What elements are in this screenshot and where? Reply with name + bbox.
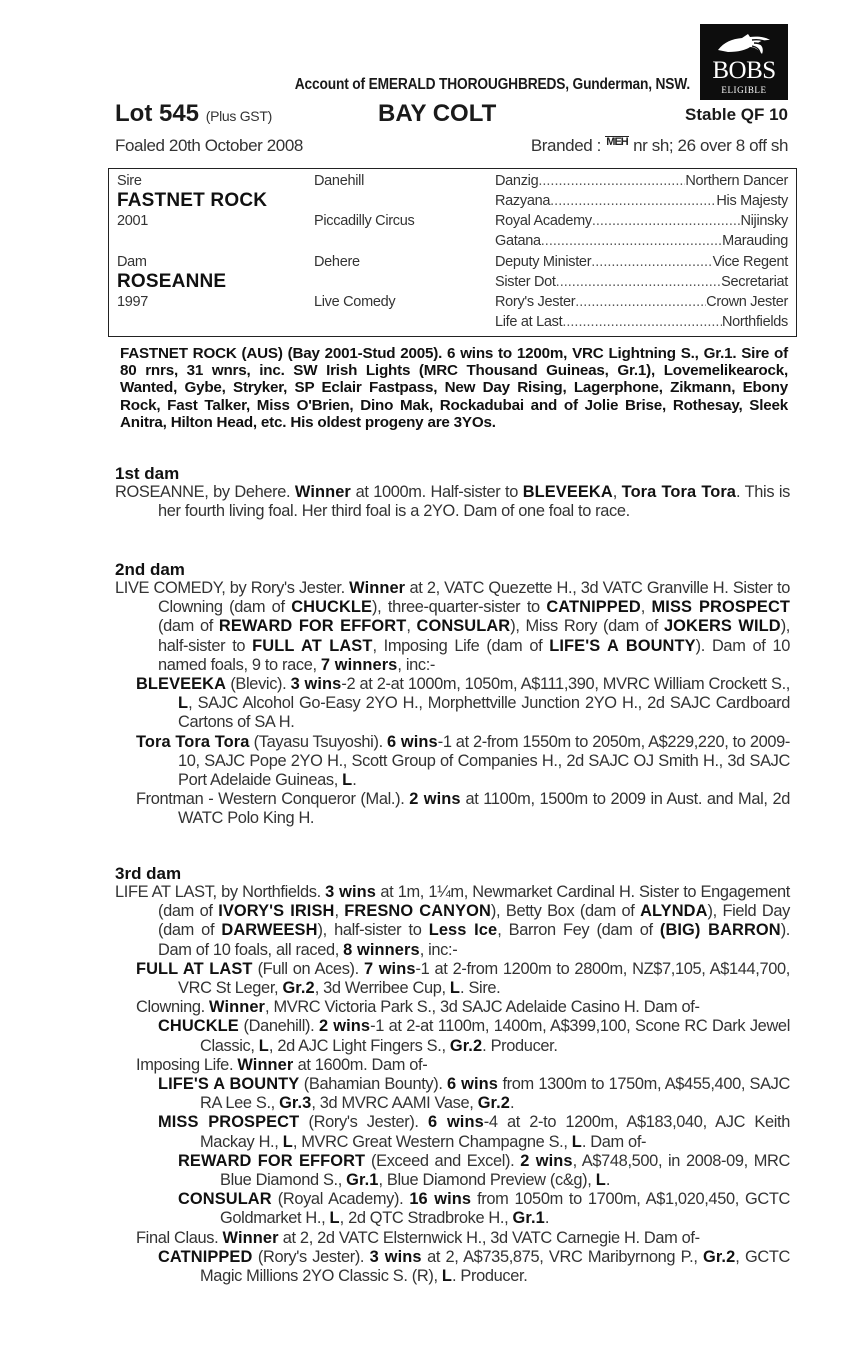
highlight-text: FULL AT LAST — [252, 636, 373, 655]
entry-text: , Blue Diamond Preview (c&g), — [378, 1171, 596, 1190]
highlight-text: Gr.2 — [449, 1036, 483, 1055]
entry-text: -4 at 2-to 1200m, A$183,040, AJC Keith Mackay H., — [200, 1113, 791, 1151]
highlight-text: IVORY'S IRISH — [218, 902, 335, 921]
entry-text: Frontman - Western Conqueror (Mal.). — [136, 790, 410, 809]
foaled-date: Foaled 20th October 2008 — [115, 136, 303, 155]
dam-name: ROSEANNE — [117, 271, 227, 292]
highlight-text: 7 wins — [363, 959, 416, 978]
lot-gst-note: (Plus GST) — [205, 108, 272, 124]
sire-summary: FASTNET ROCK (AUS) (Bay 2001-Stud 2005). 6 wins to 1200m, VRC Lightning S., Gr.1. Sire of 80 rnrs, 31 wnrs, inc. SW Irish Lights (MRC Thousand Guineas, Gr.1), Lovemelikearock, Wanted, Gybe, Stryker, SP Eclair Fastpass, New Day Rising, Lagerphone, Zikmann, Ebony Rock, Fast Talker, Miss O'Brien, Dino Mak, Rockadubai and of Jolie Brise, Rothesay, Sleek Anitra, Hilton Head, etc. His oldest progeny are 3YOs. — [120, 345, 788, 431]
sire-year: 2001 — [117, 213, 149, 229]
gg-name: Gatana — [495, 233, 541, 249]
highlight-text: L — [258, 1036, 269, 1055]
third-dam-section — [115, 864, 790, 1286]
entry-text: -2 at 2-at 1000m, 1050m, A$111,390, MVRC William Crockett S., — [341, 675, 790, 694]
entry-text: (Blevic). — [226, 675, 291, 694]
highlight-text: L — [178, 694, 189, 713]
entry-text: at 2, VATC Quezette H., 3d VATC Granville H. Sister to Clowning (dam of — [158, 579, 790, 617]
entry-text: . — [544, 1209, 550, 1228]
entry-text: . — [510, 1094, 515, 1113]
entry-text: . Producer. — [451, 1267, 528, 1286]
gg-sire: Vice Regent — [712, 254, 788, 270]
section-entries — [115, 883, 790, 1286]
entry-text: . Producer. — [482, 1036, 558, 1055]
entry-text: at 1600m. Dam of- — [293, 1055, 428, 1074]
entry-text: . — [352, 771, 357, 790]
performance-entry — [115, 998, 790, 1017]
gg-name: Razyana — [495, 193, 551, 209]
entry-text: (Full on Aces). — [252, 959, 364, 978]
performance-entry — [115, 675, 790, 733]
entry-text: , — [612, 483, 622, 501]
highlight-text: L — [571, 1132, 582, 1151]
entry-text: , — [640, 598, 652, 617]
brand-mark-icon: MEH — [606, 136, 628, 148]
section-title: 2nd dam — [115, 560, 185, 579]
leader-dots — [575, 292, 706, 312]
great-grandparent-row — [495, 171, 788, 191]
highlight-text: Gr.2 — [282, 979, 315, 998]
entry-text: at 1100m, 1500m to 2009 in Aust. and Mal, 2d WATC Polo King H. — [178, 790, 790, 828]
highlight-text: Gr.3 — [279, 1094, 312, 1113]
great-grandparent-row — [495, 292, 788, 312]
great-grandparent-row — [495, 211, 788, 231]
logo-text-eligible: ELIGIBLE — [721, 85, 767, 95]
highlight-text: REWARD FOR EFFORT — [218, 617, 407, 636]
highlight-text: CATNIPPED — [158, 1247, 253, 1266]
gg-name: Royal Academy — [495, 213, 592, 229]
section-entries — [115, 579, 790, 829]
granddam-maternal: Live Comedy — [314, 294, 396, 310]
great-grandparent-row — [495, 231, 788, 251]
dam-year: 1997 — [117, 294, 149, 310]
gg-name: Sister Dot — [495, 274, 556, 290]
performance-entry — [115, 579, 790, 675]
grandsire-maternal: Dehere — [314, 254, 360, 270]
highlight-text: L — [342, 771, 353, 790]
entry-text: (Danehill). — [238, 1017, 319, 1036]
performance-entry — [115, 1056, 790, 1075]
entry-text: from 1300m to 1750m, A$455,400, SAJC RA Lee S., — [200, 1075, 791, 1113]
highlight-text: Gr.1 — [346, 1171, 379, 1190]
horse-description: BAY COLT — [378, 100, 497, 127]
entry-text: ), Field Day (dam of — [158, 902, 790, 940]
horse-head-icon — [714, 30, 774, 58]
entry-text: (Bahamian Bounty). — [299, 1075, 448, 1094]
entry-text: ). Dam of 10 foals, all raced, — [158, 921, 790, 959]
entry-text: at 2, A$735,875, VRC Maribyrnong P., — [421, 1247, 703, 1266]
highlight-text: LIFE'S A BOUNTY — [158, 1075, 300, 1094]
great-grandparent-row — [495, 312, 788, 332]
highlight-text: FULL AT LAST — [136, 959, 253, 978]
dam-label: Dam — [117, 254, 147, 270]
highlight-text: 16 wins — [409, 1190, 472, 1209]
entry-text: , 2d QTC Stradbroke H., — [339, 1209, 513, 1228]
great-grandparent-row — [495, 252, 788, 272]
gg-name: Life at Last — [495, 314, 563, 330]
entry-text: , inc:- — [397, 655, 436, 674]
sire-name: FASTNET ROCK — [117, 190, 268, 211]
gg-sire: Marauding — [722, 233, 788, 249]
section-entries — [115, 483, 790, 521]
entry-text: ), half-sister to — [158, 617, 790, 655]
entry-text: ROSEANNE, by Dehere. — [115, 483, 295, 501]
highlight-text: Tora Tora Tora — [136, 732, 250, 751]
performance-entry — [115, 1248, 790, 1286]
performance-entry — [115, 483, 790, 521]
highlight-text: Winner — [222, 1228, 279, 1247]
entry-text: . Dam of- — [581, 1132, 647, 1151]
highlight-text: Gr.2 — [477, 1094, 510, 1113]
highlight-text: Gr.2 — [703, 1247, 736, 1266]
leader-dots — [541, 231, 722, 251]
entry-text: -1 at 2-from 1550m to 2050m, A$229,220, to 2009-10, SAJC Pope 2YO H., Scott Group of Companies H., 2d SAJC OJ Smith H., 3d SAJC Port Adelaide Guineas, — [178, 732, 790, 790]
performance-entry — [115, 1017, 790, 1055]
gg-name: Deputy Minister — [495, 254, 592, 270]
entry-text: , 2d AJC Light Fingers S., — [268, 1036, 450, 1055]
lot-label: Lot 545 — [115, 100, 200, 127]
granddam-paternal: Piccadilly Circus — [314, 213, 415, 229]
highlight-text: ALYNDA — [640, 902, 708, 921]
performance-entry — [115, 1152, 790, 1190]
highlight-text: CONSULAR — [178, 1190, 272, 1209]
entry-text: , inc:- — [419, 940, 458, 959]
leader-dots — [556, 272, 722, 292]
highlight-text: LIFE'S A BOUNTY — [549, 636, 696, 655]
entry-text: -1 at 2-from 1200m to 2800m, NZ$7,105, A$144,700, VRC St Leger, — [178, 959, 791, 998]
entry-text: , MVRC Victoria Park S., 3d SAJC Adelaide Casino H. Dam of- — [265, 998, 700, 1017]
entry-text: -1 at 2-at 1100m, 1400m, A$399,100, Scone RC Dark Jewel Classic, — [200, 1017, 790, 1055]
highlight-text: Tora Tora Tora — [621, 483, 737, 501]
highlight-text: Gr.1 — [512, 1209, 545, 1228]
performance-entry — [115, 883, 790, 960]
entry-text: LIFE AT LAST, by Northfields. — [115, 883, 326, 901]
leader-dots — [592, 211, 741, 231]
highlight-text: DARWEESH — [221, 921, 318, 940]
highlight-text: 2 wins — [409, 790, 461, 809]
highlight-text: BLEVEEKA — [522, 483, 613, 501]
highlight-text: L — [449, 979, 461, 998]
highlight-text: REWARD FOR EFFORT — [178, 1151, 366, 1170]
gg-sire: Secretariat — [721, 274, 788, 290]
highlight-text: MISS PROSPECT — [158, 1113, 300, 1132]
entry-text: LIVE COMEDY, by Rory's Jester. — [115, 579, 350, 597]
leader-dots — [538, 171, 685, 191]
gg-sire: Northfields — [721, 314, 788, 330]
highlight-text: CONSULAR — [416, 617, 511, 636]
highlight-text: 3 wins — [369, 1247, 422, 1266]
highlight-text: FRESNO CANYON — [344, 902, 491, 921]
second-dam-section — [115, 560, 790, 829]
vendor-account: Account of EMERALD THOROUGHBREDS, Gunderman, NSW. — [294, 76, 690, 93]
highlight-text: 6 wins — [387, 732, 438, 751]
bobs-eligible-logo — [700, 24, 788, 100]
section-title: 1st dam — [115, 464, 180, 483]
performance-entry — [115, 790, 790, 828]
leader-dots — [550, 191, 716, 211]
logo-text-bobs: BOBS — [712, 57, 776, 84]
entry-text: . Sire. — [460, 979, 501, 998]
performance-entry — [115, 1229, 790, 1248]
entry-text: (dam of — [158, 617, 219, 636]
entry-text: . This is her fourth living foal. Her third foal is a 2YO. Dam of one foal to race. — [158, 483, 790, 521]
pedigree-table — [108, 168, 797, 337]
highlight-text: Winner — [294, 483, 351, 501]
gg-sire: His Majesty — [716, 193, 788, 209]
highlight-text: Less Ice — [428, 921, 498, 940]
branded-detail: nr sh; 26 over 8 off sh — [633, 136, 788, 155]
entry-text: , GCTC Magic Millions 2YO Classic S. (R), — [200, 1247, 791, 1286]
leader-dots — [591, 252, 712, 272]
highlight-text: MISS PROSPECT — [651, 598, 790, 617]
highlight-text: JOKERS WILD — [663, 617, 781, 636]
entry-text: , 3d Werribee Cup, — [314, 979, 450, 998]
entry-text: at 1000m. Half-sister to — [350, 483, 523, 501]
highlight-text: L — [441, 1267, 452, 1286]
entry-text: at 1m, 1¼m, Newmarket Cardinal H. Sister to Engagement (dam of — [158, 883, 790, 921]
gg-sire: Northern Dancer — [685, 173, 788, 189]
entry-text: Clowning. — [136, 998, 210, 1017]
entry-text: ), half-sister to — [317, 921, 429, 940]
highlight-text: (BIG) BARRON — [659, 921, 781, 940]
entry-text: Final Claus. — [136, 1228, 223, 1247]
highlight-text: L — [329, 1209, 340, 1228]
highlight-text: CHUCKLE — [158, 1017, 239, 1036]
gg-name: Danzig — [495, 173, 539, 189]
entry-text: ), Miss Rory (dam of — [510, 617, 664, 636]
entry-text: from 1050m to 1700m, A$1,020,450, GCTC Goldmarket H., — [220, 1190, 790, 1228]
highlight-text: L — [595, 1171, 606, 1190]
entry-text: Imposing Life. — [136, 1055, 238, 1074]
highlight-text: 7 winners — [320, 655, 398, 674]
entry-text: ), Betty Box (dam of — [490, 902, 641, 921]
performance-entry — [115, 733, 790, 791]
highlight-text: Winner — [349, 579, 406, 597]
highlight-text: 6 wins — [447, 1075, 499, 1094]
sire-label: Sire — [117, 173, 142, 189]
entry-text: , MVRC Great Western Champagne S., — [292, 1132, 572, 1151]
gg-sire: Crown Jester — [706, 294, 788, 310]
grandsire-paternal: Danehill — [314, 173, 364, 189]
highlight-text: 2 wins — [318, 1017, 371, 1036]
highlight-text: 2 wins — [520, 1151, 573, 1170]
entry-text: . — [605, 1171, 611, 1190]
entry-text: at 2, 2d VATC Elsternwick H., 3d VATC Carnegie H. Dam of- — [278, 1228, 700, 1247]
highlight-text: CHUCKLE — [291, 598, 373, 617]
branded-label: Branded : — [530, 136, 601, 155]
highlight-text: 3 wins — [290, 675, 342, 694]
section-title: 3rd dam — [115, 864, 182, 883]
lot-number — [115, 100, 272, 128]
entry-text: , — [334, 902, 345, 921]
highlight-text: BLEVEEKA — [136, 675, 227, 694]
highlight-text: Winner — [237, 1055, 294, 1074]
highlight-text: L — [282, 1132, 293, 1151]
entry-text: , — [406, 617, 417, 636]
great-grandparent-row — [495, 272, 788, 292]
entry-text: , SAJC Alcohol Go-Easy 2YO H., Morphettville Junction 2YO H., 2d SAJC Cardboard Cartons of SA H. — [178, 694, 790, 732]
entry-text: (Tayasu Tsuyoshi). — [249, 732, 387, 751]
entry-text: , A$748,500, in 2008-09, MRC Blue Diamond S., — [220, 1151, 790, 1190]
stable-location: Stable QF 10 — [685, 105, 788, 124]
gg-name: Rory's Jester — [495, 294, 576, 310]
highlight-text: 8 winners — [343, 940, 420, 959]
highlight-text: Winner — [209, 998, 266, 1017]
gg-sire: Nijinsky — [740, 213, 788, 229]
performance-entry — [115, 1113, 790, 1151]
entry-text: ). Dam of 10 named foals, 9 to race, — [158, 636, 790, 674]
leader-dots — [562, 312, 722, 332]
entry-text: (Rory's Jester). — [299, 1113, 428, 1132]
performance-entry — [115, 1190, 790, 1228]
entry-text: , 3d MVRC AAMI Vase, — [311, 1094, 478, 1113]
lot-line — [115, 100, 788, 130]
great-grandparent-row — [495, 191, 788, 211]
highlight-text: CATNIPPED — [546, 598, 641, 617]
entry-text: (Royal Academy). — [271, 1190, 410, 1209]
entry-text: (Exceed and Excel). — [365, 1151, 521, 1170]
performance-entry — [115, 960, 790, 998]
entry-text: , Barron Fey (dam of — [497, 921, 660, 940]
first-dam-section — [115, 464, 790, 521]
highlight-text: 3 wins — [325, 883, 376, 901]
entry-text: ), three-quarter-sister to — [372, 598, 547, 617]
entry-text: (Rory's Jester). — [252, 1247, 370, 1266]
branded-info — [531, 136, 788, 156]
highlight-text: 6 wins — [427, 1113, 484, 1132]
entry-text: , Imposing Life (dam of — [372, 636, 550, 655]
performance-entry — [115, 1075, 790, 1113]
